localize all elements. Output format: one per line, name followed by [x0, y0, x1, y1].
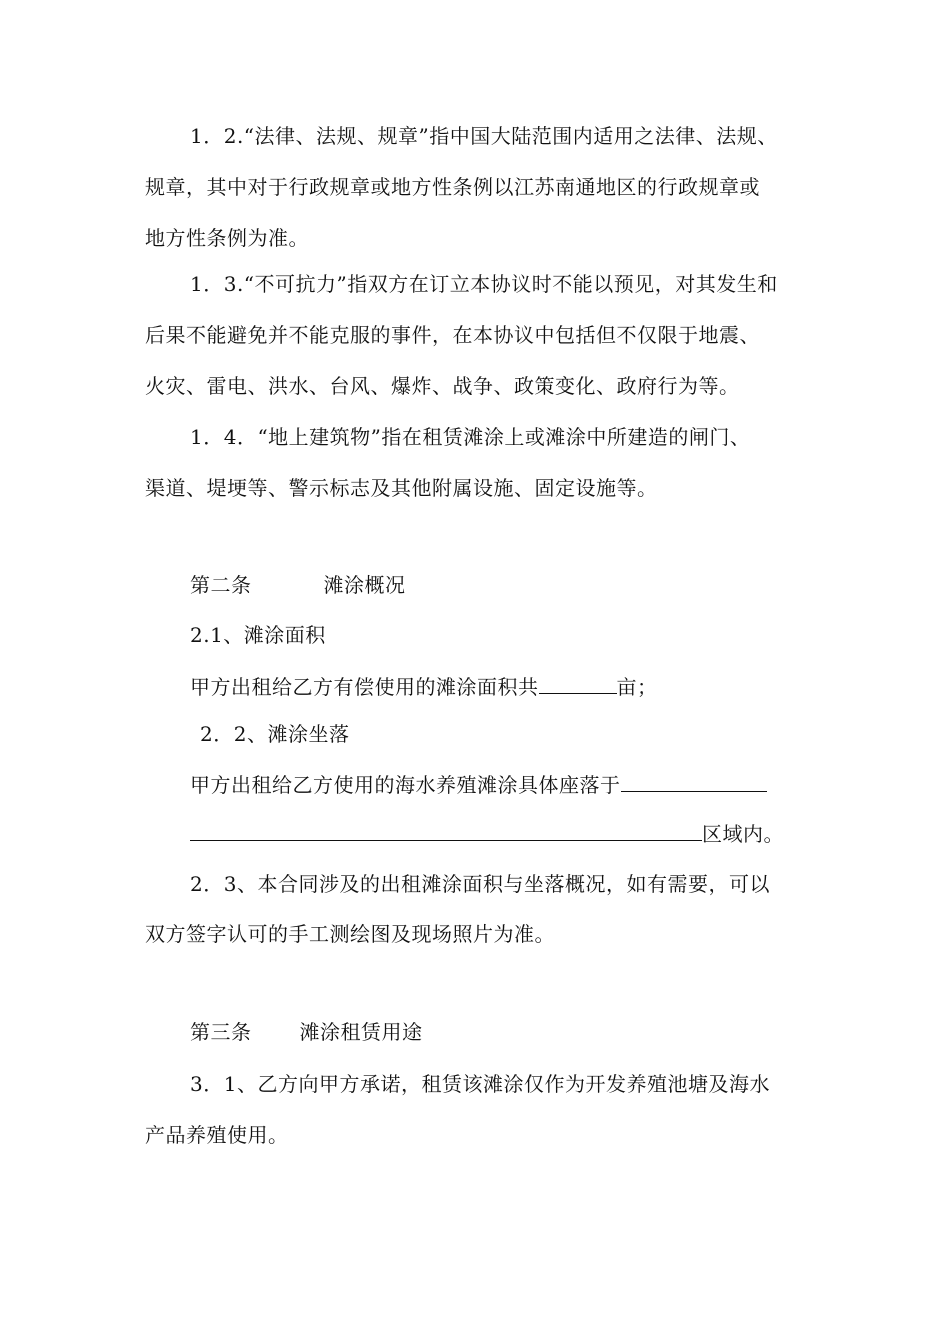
clause-1-3-line-2: 后果不能避免并不能克服的事件，在本协议中包括但不仅限于地震、 [145, 323, 760, 347]
item-2-2-text-before: 甲方出租给乙方使用的海水养殖滩涂具体座落于 [190, 773, 621, 797]
item-2-2-text [190, 769, 767, 799]
item-2-2-heading: 2．2、滩涂坐落 [200, 722, 350, 746]
article-3-heading [190, 1018, 423, 1046]
area-blank-line [539, 671, 617, 694]
item-2-1-heading: 2.1、滩涂面积 [190, 623, 326, 647]
item-3-1-line-1: 3．1、乙方向甲方承诺，租赁该滩涂仅作为开发养殖池塘及海水 [190, 1072, 770, 1096]
item-2-3-line-2: 双方签字认可的手工测绘图及现场照片为准。 [145, 922, 555, 946]
item-2-1-text [190, 671, 658, 701]
location-blank-line-2 [190, 818, 702, 841]
clause-1-2-line-2: 规章，其中对于行政规章或地方性条例以江苏南通地区的行政规章或 [145, 175, 760, 199]
item-2-1-text-before: 甲方出租给乙方有偿使用的滩涂面积共 [190, 675, 539, 699]
clause-1-4-line-2: 渠道、堤埂等、警示标志及其他附属设施、固定设施等。 [145, 476, 658, 500]
clause-1-2-line-1: 1．2.“法律、法规、规章”指中国大陆范围内适用之法律、法规、 [190, 124, 778, 148]
article-2-number: 第二条 [190, 573, 252, 597]
item-2-2-text-cont [190, 818, 784, 848]
article-3-title: 滩涂租赁用途 [299, 1020, 423, 1044]
item-2-1-text-after: 亩； [616, 675, 658, 699]
article-2-heading [190, 571, 406, 599]
clause-1-2-line-3: 地方性条例为准。 [145, 226, 309, 250]
item-2-3-line-1: 2．3、本合同涉及的出租滩涂面积与坐落概况，如有需要，可以 [190, 872, 770, 896]
article-2-title: 滩涂概况 [323, 573, 406, 597]
clause-1-3-line-3: 火灾、雷电、洪水、台风、爆炸、战争、政策变化、政府行为等。 [145, 374, 740, 398]
item-3-1-line-2: 产品养殖使用。 [145, 1123, 289, 1147]
clause-1-4-line-1: 1．4．“地上建筑物”指在租赁滩涂上或滩涂中所建造的闸门、 [190, 425, 751, 449]
article-3-number: 第三条 [190, 1020, 252, 1044]
location-blank-line-1 [621, 769, 767, 792]
clause-1-3-line-1: 1．3.“不可抗力”指双方在订立本协议时不能以预见，对其发生和 [190, 272, 778, 296]
item-2-2-text-after: 区域内。 [702, 822, 784, 846]
